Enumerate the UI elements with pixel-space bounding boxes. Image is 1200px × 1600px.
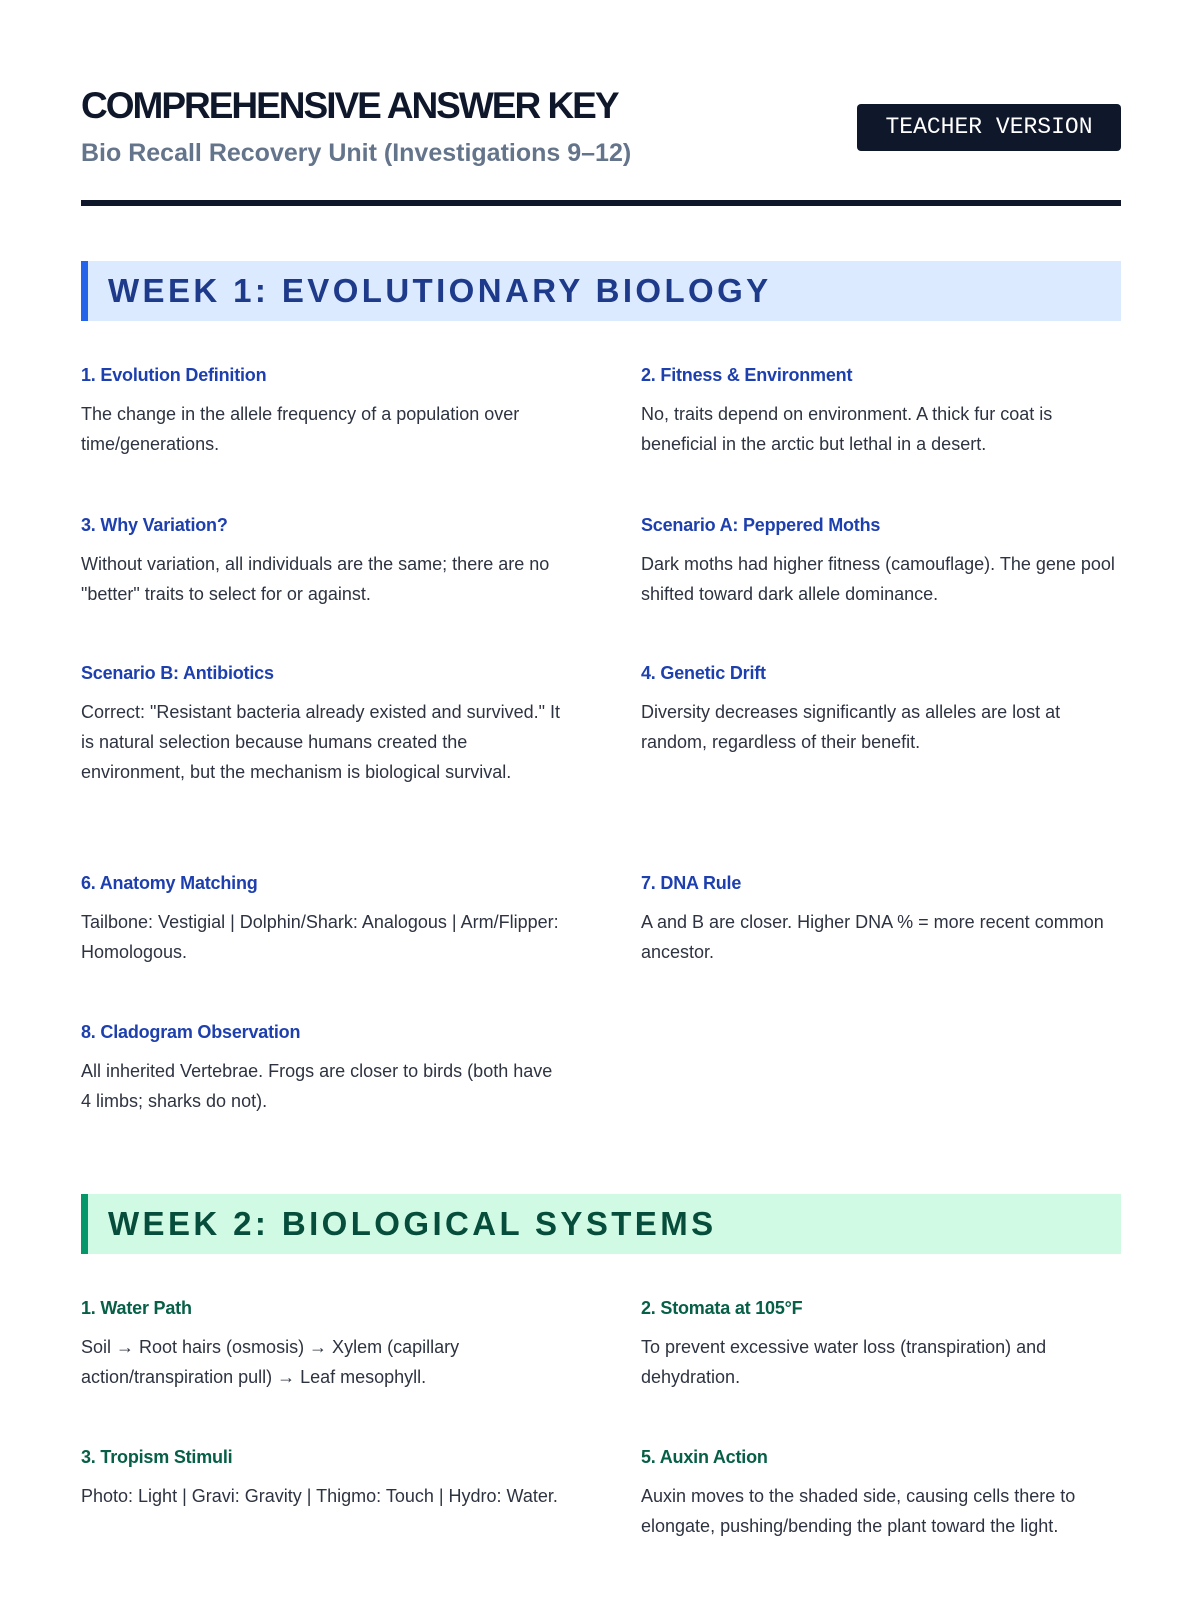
question-heading: Scenario A: Peppered Moths: [641, 515, 881, 535]
answer-text: A and B are closer. Higher DNA % = more recent common ancestor.: [641, 912, 1104, 962]
week1-section-heading: [81, 261, 1121, 321]
question-heading: 4. Genetic Drift: [641, 663, 766, 683]
answer-item: [641, 661, 1121, 757]
question-heading: 1. Water Path: [81, 1298, 192, 1318]
answer-text: Dark moths had higher fitness (camouflage). The gene pool shifted toward dark allele dominance.: [641, 554, 1115, 604]
week2-section-heading: [81, 1194, 1121, 1254]
answer-item: [81, 1020, 561, 1116]
answer-item: [641, 363, 1121, 459]
answer-text: Photo: Light | Gravi: Gravity | Thigmo: Touch | Hydro: Water.: [81, 1486, 558, 1506]
answer-text: Diversity decreases significantly as alleles are lost at random, regardless of their benefit.: [641, 702, 1061, 752]
question-heading: Scenario B: Antibiotics: [81, 663, 274, 683]
question-heading: 2. Stomata at 105°F: [641, 1298, 803, 1318]
question-heading: 2. Fitness & Environment: [641, 365, 853, 385]
document-title: COMPREHENSIVE ANSWER KEY: [81, 85, 618, 126]
header-divider: [81, 200, 1121, 206]
question-heading: 5. Auxin Action: [641, 1447, 768, 1467]
answer-item: [81, 871, 561, 967]
document-header: [81, 86, 1121, 206]
answer-text: Soil → Root hairs (osmosis) → Xylem (capillary action/transpiration pull) → Leaf mesophyll.: [81, 1337, 460, 1387]
question-heading: 7. DNA Rule: [641, 873, 742, 893]
answer-text: Tailbone: Vestigial | Dolphin/Shark: Analogous | Arm/Flipper: Homologous.: [81, 912, 559, 962]
week2-accent-bar: [81, 1194, 88, 1254]
answer-text: To prevent excessive water loss (transpiration) and dehydration.: [641, 1337, 1047, 1387]
answer-text: The change in the allele frequency of a population over time/generations.: [81, 404, 520, 454]
answer-text: All inherited Vertebrae. Frogs are closer to birds (both have 4 limbs; sharks do not).: [81, 1061, 553, 1111]
answer-item: [641, 1296, 1121, 1392]
answer-item: [81, 513, 561, 609]
question-heading: 3. Tropism Stimuli: [81, 1447, 233, 1467]
answer-item: [641, 1445, 1121, 1541]
answer-item: [81, 363, 561, 459]
answer-item: [641, 871, 1121, 967]
question-heading: 3. Why Variation?: [81, 515, 228, 535]
week1-title: WEEK 1: EVOLUTIONARY BIOLOGY: [108, 272, 772, 309]
week1-accent-bar: [81, 261, 88, 321]
question-heading: 6. Anatomy Matching: [81, 873, 258, 893]
answer-text: Auxin moves to the shaded side, causing cells there to elongate, pushing/bending the plant toward the light.: [641, 1486, 1076, 1536]
answer-text: Without variation, all individuals are the same; there are no "better" traits to select for or against.: [81, 554, 550, 604]
answer-item: [81, 1296, 561, 1392]
document-subtitle: Bio Recall Recovery Unit (Investigations 9–12): [81, 139, 632, 167]
answer-item: [641, 513, 1121, 609]
answer-item: [81, 1445, 561, 1511]
answer-item: [81, 661, 561, 787]
teacher-version-badge: TEACHER VERSION: [857, 104, 1121, 151]
week2-title: WEEK 2: BIOLOGICAL SYSTEMS: [108, 1205, 717, 1242]
answer-text: Correct: "Resistant bacteria already existed and survived." It is natural selection because humans created the environment, but the mechanism is biological survival.: [81, 702, 560, 782]
question-heading: 1. Evolution Definition: [81, 365, 267, 385]
question-heading: 8. Cladogram Observation: [81, 1022, 301, 1042]
answer-text: No, traits depend on environment. A thick fur coat is beneficial in the arctic but lethal in a desert.: [641, 404, 1053, 454]
